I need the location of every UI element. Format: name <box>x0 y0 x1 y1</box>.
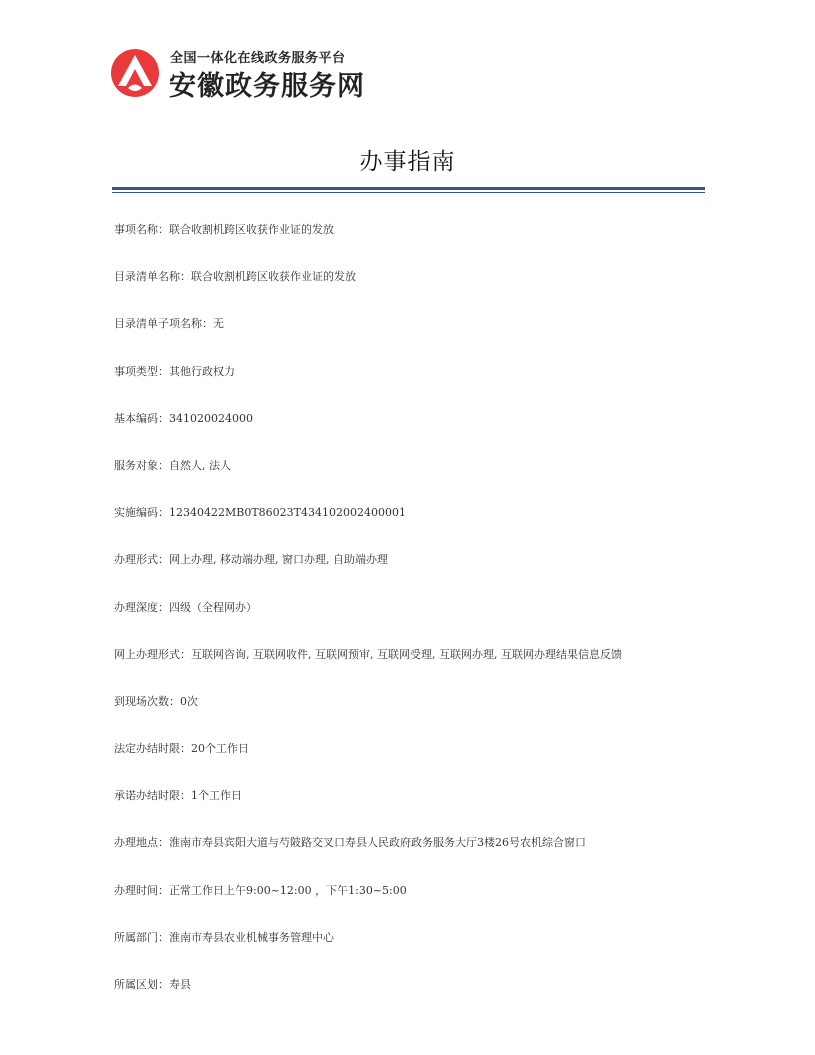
field-label: 办理地点 <box>114 836 158 850</box>
field-label: 所属区划 <box>114 978 158 991</box>
field-value: 网上办理, 移动端办理, 窗口办理, 自助端办理 <box>169 553 388 567</box>
field-item-name: 事项名称：联合收割机跨区收获作业证的发放 <box>114 223 334 236</box>
field-implementation-code: 实施编码：12340422MB0T86023T434102002400001 <box>114 506 406 520</box>
field-label: 事项类型 <box>114 364 158 378</box>
field-value: 联合收割机跨区收获作业证的发放 <box>191 270 356 284</box>
logo-title: 安徽政务服务网 <box>169 71 365 102</box>
field-value: 互联网咨询, 互联网收件, 互联网预审, 互联网受理, 互联网办理, 互联网办理结果信息反馈 <box>191 647 622 661</box>
field-label: 所属部门 <box>114 930 158 944</box>
field-value: 12340422MB0T86023T434102002400001 <box>169 506 406 520</box>
field-label: 目录清单名称 <box>114 270 180 284</box>
field-label: 办理形式 <box>114 553 158 567</box>
title-divider-thick <box>112 187 705 190</box>
logo-subtitle: 全国一体化在线政务服务平台 <box>170 51 346 66</box>
field-value: 联合收割机跨区收获作业证的发放 <box>169 223 334 236</box>
field-service-target: 服务对象：自然人, 法人 <box>114 458 231 472</box>
field-department: 所属部门：淮南市寿县农业机械事务管理中心 <box>114 930 334 944</box>
field-label: 实施编码 <box>114 506 158 520</box>
field-value: 1个工作日 <box>191 789 242 803</box>
guide-field-list <box>114 222 714 1024</box>
field-legal-time-limit: 法定办结时限：20个工作日 <box>114 742 249 756</box>
field-onsite-visits: 到现场次数：0次 <box>114 694 198 708</box>
field-promised-time-limit: 承诺办结时限：1个工作日 <box>114 789 242 803</box>
field-value: 淮南市寿县农业机械事务管理中心 <box>169 930 334 944</box>
field-online-handling-form: 网上办理形式：互联网咨询, 互联网收件, 互联网预审, 互联网受理, 互联网办理, 互联网办理结果信息反馈 <box>114 647 622 661</box>
field-label: 事项名称 <box>114 223 158 236</box>
field-catalog-name: 目录清单名称：联合收割机跨区收获作业证的发放 <box>114 270 356 284</box>
field-value: 20个工作日 <box>191 742 249 756</box>
field-item-type: 事项类型：其他行政权力 <box>114 364 235 378</box>
field-handling-depth: 办理深度：四级（全程网办） <box>114 600 257 614</box>
field-label: 目录清单子项名称 <box>114 317 202 331</box>
field-region: 所属区划：寿县 <box>114 978 191 991</box>
page-title: 办事指南 <box>359 149 456 175</box>
field-value: 无 <box>213 317 224 331</box>
field-label: 网上办理形式 <box>114 647 180 661</box>
field-value: 正常工作日上午9:00~12:00 ，下午1:30~5:00 <box>169 883 407 897</box>
anhui-logo-icon <box>110 48 160 98</box>
field-value: 四级（全程网办） <box>169 600 257 614</box>
field-handling-location: 办理地点：淮南市寿县宾阳大道与芍陂路交叉口寿县人民政府政务服务大厅3楼26号农机综合窗口 <box>114 836 586 850</box>
site-logo <box>110 44 410 100</box>
field-label: 办理时间 <box>114 883 158 897</box>
field-value: 0次 <box>180 694 198 708</box>
field-value: 341020024000 <box>169 411 253 425</box>
field-label: 到现场次数 <box>114 694 169 708</box>
field-label: 承诺办结时限 <box>114 789 180 803</box>
field-label: 办理深度 <box>114 600 158 614</box>
field-basic-code: 基本编码：341020024000 <box>114 411 253 425</box>
field-label: 法定办结时限 <box>114 742 180 756</box>
field-value: 寿县 <box>169 978 191 991</box>
field-label: 服务对象 <box>114 458 158 472</box>
field-handling-form: 办理形式：网上办理, 移动端办理, 窗口办理, 自助端办理 <box>114 553 388 567</box>
field-catalog-subitem: 目录清单子项名称：无 <box>114 317 224 331</box>
field-value: 其他行政权力 <box>169 364 235 378</box>
field-value: 自然人, 法人 <box>169 458 231 472</box>
field-value: 淮南市寿县宾阳大道与芍陂路交叉口寿县人民政府政务服务大厅3楼26号农机综合窗口 <box>169 836 586 850</box>
field-label: 基本编码 <box>114 411 158 425</box>
field-handling-hours: 办理时间：正常工作日上午9:00~12:00 ，下午1:30~5:00 <box>114 883 407 897</box>
title-divider-thin <box>112 192 705 193</box>
